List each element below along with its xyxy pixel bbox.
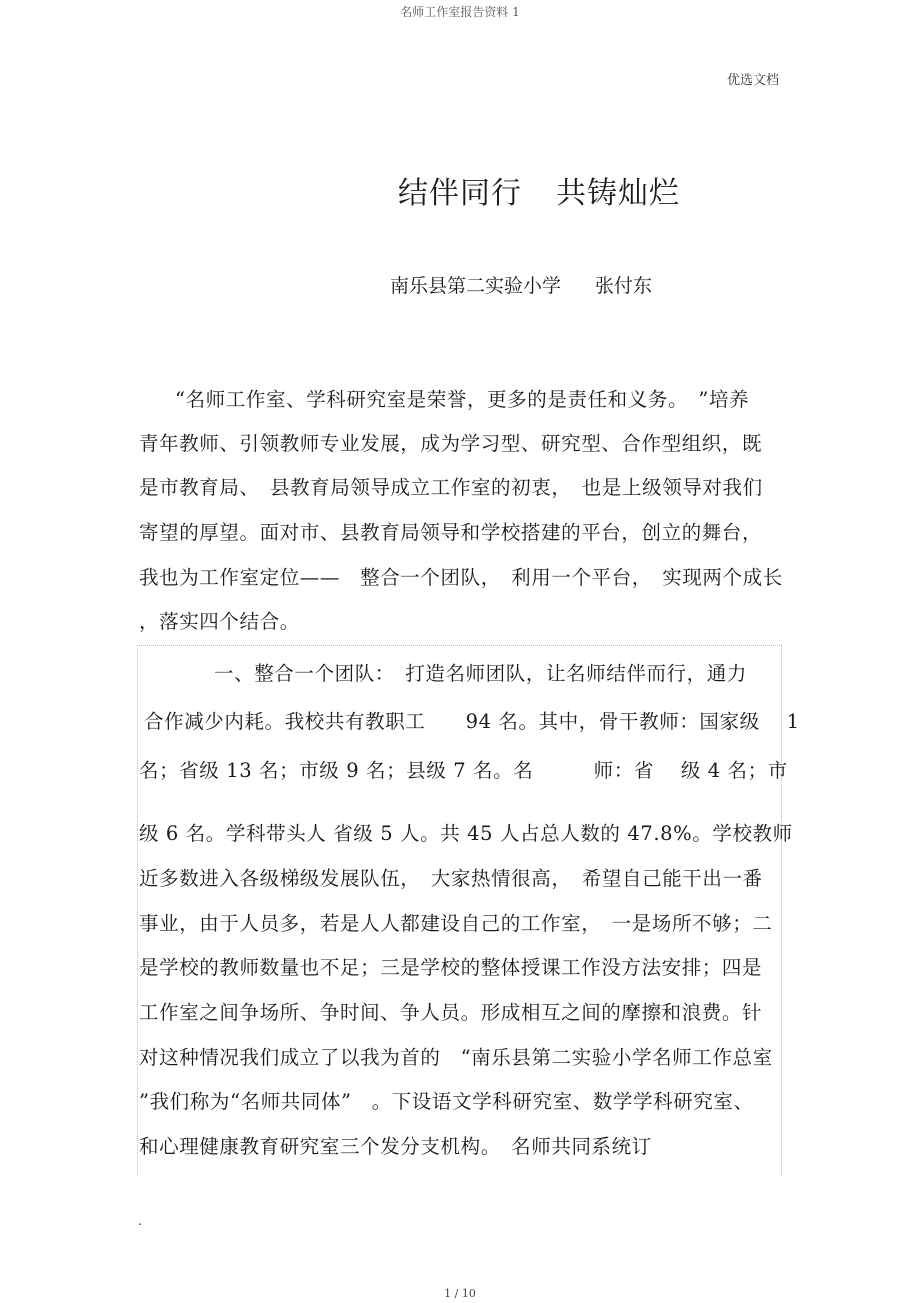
document-title: [398, 168, 680, 212]
footer-dot: .: [138, 1214, 142, 1228]
author-line: [390, 271, 652, 298]
page-number: 1 / 10: [444, 1287, 476, 1300]
section-line: 对这种情况我们成立了以我为首的 “南乐县第二实验小学名师工作总室: [139, 1046, 773, 1069]
intro-line: “名师工作室、学科研究室是荣誉，更多的是责任和义务。 ”培养: [175, 388, 750, 411]
intro-line: ，落实四个结合。: [139, 610, 300, 633]
intro-line: 寄望的厚望。面对市、县教育局领导和学校搭建的平台，创立的舞台，: [139, 521, 763, 544]
document-tag: 优选文档: [727, 73, 780, 88]
section-line: 近多数进入各级梯级发展队伍， 大家热情很高， 希望自己能干出一番: [139, 867, 763, 890]
section-line: 事业，由于人员多，若是人人都建设自己的工作室， 一是场所不够；二: [139, 912, 773, 935]
title-part-2: 共铸灿烂: [556, 176, 680, 211]
section-line: 一、整合一个团队： 打造名师团队，让名师结伴而行，通力: [214, 662, 747, 685]
section-line: 级 6 名。学科带头人 省级 5 人。共 45 人占总人数的 47.8%。学校教师: [139, 822, 793, 845]
section-line: ”我们称为“名师共同体” 。下设语文学科研究室、数学学科研究室、: [139, 1090, 754, 1113]
title-part-1: 结伴同行: [398, 176, 522, 211]
section-line: 名；省级 13 名；市级 9 名；县级 7 名。名 师：省 级 4 名；市: [139, 759, 788, 782]
section-line: 和心理健康教育研究室三个发分支机构。 名师共同系统订: [139, 1135, 652, 1158]
author-name: 张付东: [595, 275, 653, 297]
section-line: 是学校的教师数量也不足；三是学校的整体授课工作没方法安排；四是: [139, 956, 763, 979]
page-header: 名师工作室报告资料 1: [400, 5, 520, 19]
intro-line: 青年教师、引领教师专业发展，成为学习型、研究型、合作型组织，既: [139, 432, 763, 455]
section-line: 合作减少内耗。我校共有教职工 94 名。其中，骨干教师：国家级 1: [144, 710, 800, 733]
intro-line: 是市教育局、 县教育局领导成立工作室的初衷， 也是上级领导对我们: [139, 476, 763, 499]
author-school: 南乐县第二实验小学: [390, 275, 562, 297]
section-line: 工作室之间争场所、争时间、争人员。形成相互之间的摩擦和浪费。针: [139, 1001, 763, 1024]
intro-line: 我也为工作室定位—— 整合一个团队， 利用一个平台， 实现两个成长: [139, 566, 783, 589]
